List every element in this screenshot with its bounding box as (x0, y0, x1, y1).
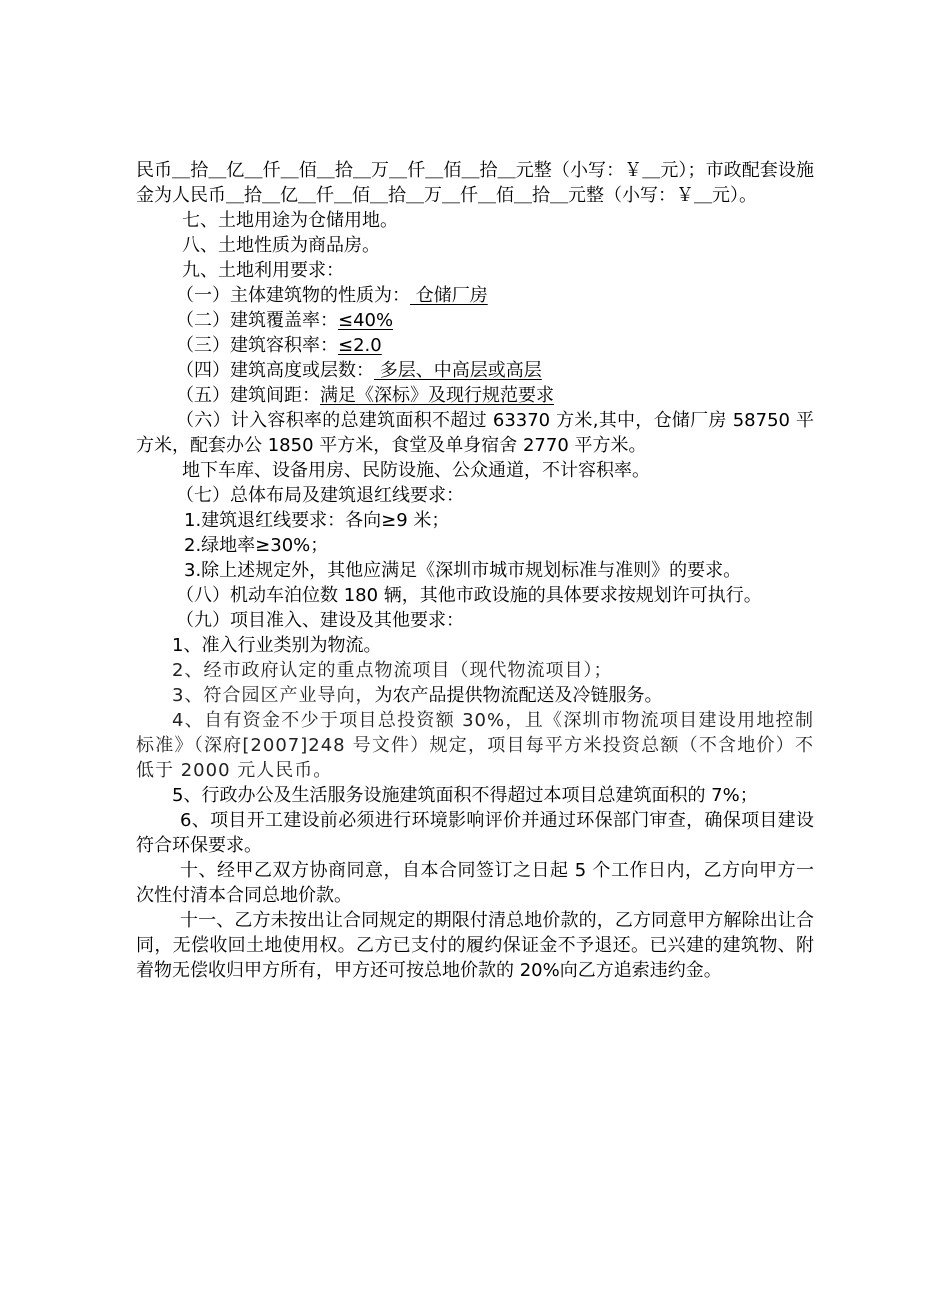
requirement-item-5 (136, 383, 814, 408)
requirement-item-7-1: 1.建筑退红线要求：各向≥9 米； (184, 510, 450, 531)
requirement-label: （五）建筑间距： (176, 385, 320, 406)
requirement-value: ≤40% (338, 310, 394, 331)
requirement-item-9-6: 6、项目开工建设前必须进行环境影响评价并通过环保部门审查，确保项目建设符合环保要求。 (136, 810, 814, 856)
paragraph-land-use: 七、土地用途为仓储用地。 (182, 210, 398, 231)
requirement-item-9-1: 1、准入行业类别为物流。 (172, 635, 382, 656)
requirement-item-7: （七）总体布局及建筑退红线要求： (176, 485, 464, 506)
requirement-label: （四）建筑高度或层数： (176, 360, 374, 381)
document-page (136, 158, 814, 983)
requirement-label: （一）主体建筑物的性质为： (176, 285, 410, 306)
requirement-item-9-3 (136, 683, 814, 708)
requirement-label: （三）建筑容积率： (176, 335, 338, 356)
requirement-item-2 (136, 308, 814, 333)
requirement-item-8: （八）机动车泊位数 180 辆，其他市政设施的具体要求按规划许可执行。 (176, 585, 762, 606)
paragraph-land-requirements: 九、土地利用要求： (182, 260, 344, 281)
paragraph-breach: 十一、乙方未按出让合同规定的期限付清总地价款的，乙方同意甲方解除出让合同，无偿收回土地使用权。乙方已支付的履约保证金不予退还。已兴建的建筑物、附着物无偿收归甲方所有，甲方还可按总地价款的 20%向乙方追索违约金。 (136, 910, 814, 981)
requirement-value: 仓储厂房 (410, 285, 488, 306)
paragraph-payment: 十、经甲乙双方协商同意，自本合同签订之日起 5 个工作日内，乙方向甲方一次性付清本合同总地价款。 (136, 860, 814, 906)
requirement-text: 3、符合园区产业导向， (172, 685, 375, 706)
requirement-value: ≤2.0 (338, 335, 382, 356)
requirement-item-7-3: 3.除上述规定外，其他应满足《深圳市城市规划标准与准则》的要求。 (184, 560, 742, 581)
requirement-label: （二）建筑覆盖率： (176, 310, 338, 331)
requirement-value: 多层、中高层或高层 (374, 360, 542, 381)
requirement-value: 满足《深标》及现行规范要求 (320, 385, 554, 406)
paragraph-fee: 民币＿拾＿亿＿仟＿佰＿拾＿万＿仟＿佰＿拾＿元整（小写：￥＿元）；市政配套设施金为人民币＿拾＿亿＿仟＿佰＿拾＿万＿仟＿佰＿拾＿元整（小写：￥＿元）。 (136, 160, 814, 206)
requirement-item-3 (136, 333, 814, 358)
requirement-item-1 (136, 283, 814, 308)
requirement-item-9-2: 2、经市政府认定的重点物流项目（现代物流项目）； (172, 660, 613, 681)
requirement-item-9: （九）项目准入、建设及其他要求： (176, 610, 464, 631)
requirement-item-9-5: 5、行政办公及生活服务设施建筑面积不得超过本项目总建筑面积的 7%； (172, 785, 758, 806)
paragraph-underground: 地下车库、设备用房、民防设施、公众通道，不计容积率。 (182, 460, 650, 481)
requirement-item-7-2: 2.绿地率≥30%； (184, 535, 329, 556)
requirement-item-6: （六）计入容积率的总建筑面积不超过 63370 方米,其中，仓储厂房 58750 平方米，配套办公 1850 平方米，食堂及单身宿舍 2770 平方米。 (136, 410, 814, 456)
requirement-item-4 (136, 358, 814, 383)
requirement-item-9-4: 4、自有资金不少于项目总投资额 30%，且《深圳市物流项目建设用地控制标准》（深府[2007]248 号文件）规定，项目每平方米投资总额（不含地价）不低于 2000 元人民币。 (136, 710, 814, 781)
requirement-text-emphasis: 为农产品提供物流配送及冷链服务。 (374, 685, 663, 706)
paragraph-land-nature: 八、土地性质为商品房。 (182, 235, 380, 256)
